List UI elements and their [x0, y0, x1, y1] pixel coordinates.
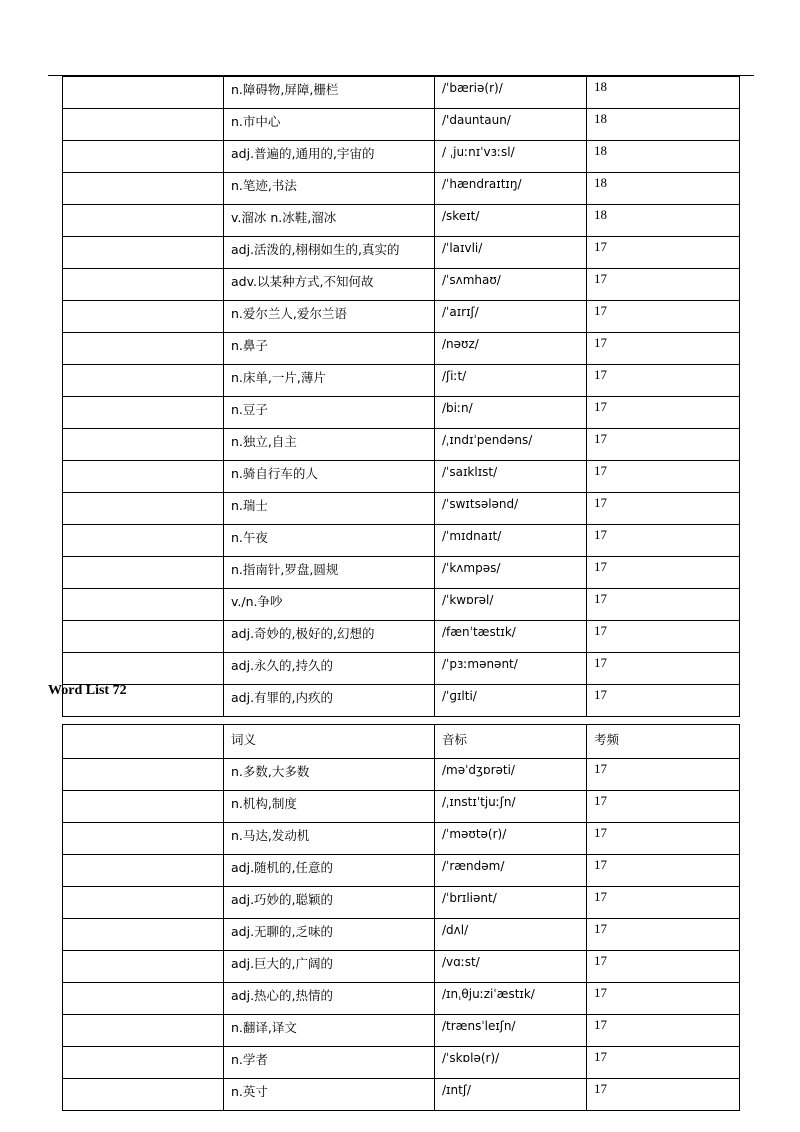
word-cell	[63, 589, 224, 621]
table-row	[63, 461, 740, 493]
word-cell	[63, 855, 224, 887]
meaning-cell: n.午夜	[224, 525, 435, 557]
frequency-cell: 17	[587, 269, 740, 301]
meaning-cell: n.机构,制度	[224, 791, 435, 823]
meaning-cell: v./n.争吵	[224, 589, 435, 621]
table-row	[63, 653, 740, 685]
phonetic-cell: /ˌɪnstɪˈtjuːʃn/	[435, 791, 587, 823]
meaning-cell: v.溜冰 n.冰鞋,溜冰	[224, 205, 435, 237]
meaning-cell: n.骑自行车的人	[224, 461, 435, 493]
meaning-cell: n.英寸	[224, 1079, 435, 1111]
meaning-cell: n.障碍物,屏障,栅栏	[224, 77, 435, 109]
word-cell	[63, 429, 224, 461]
phonetic-cell: /ʃiːt/	[435, 365, 587, 397]
phonetic-cell: /məˈdʒɒrəti/	[435, 759, 587, 791]
table-row	[63, 557, 740, 589]
phonetic-cell: /skeɪt/	[435, 205, 587, 237]
phonetic-cell: /vɑːst/	[435, 951, 587, 983]
table-row	[63, 589, 740, 621]
frequency-cell: 17	[587, 919, 740, 951]
word-cell	[63, 269, 224, 301]
phonetic-cell: /biːn/	[435, 397, 587, 429]
table-row	[63, 1079, 740, 1111]
phonetic-cell: /fænˈtæstɪk/	[435, 621, 587, 653]
word-table-72	[62, 724, 740, 1111]
meaning-cell: n.指南针,罗盘,圆规	[224, 557, 435, 589]
word-cell	[63, 173, 224, 205]
section-title: Word List 72	[48, 683, 127, 698]
word-cell	[63, 333, 224, 365]
meaning-cell: adj.永久的,持久的	[224, 653, 435, 685]
word-table-continued	[62, 76, 740, 717]
frequency-cell: 17	[587, 365, 740, 397]
phonetic-cell: /ˈməʊtə(r)/	[435, 823, 587, 855]
meaning-cell: n.市中心	[224, 109, 435, 141]
meaning-cell: n.笔迹,书法	[224, 173, 435, 205]
phonetic-cell: / ˌjuːnɪˈvɜːsl/	[435, 141, 587, 173]
frequency-cell: 17	[587, 237, 740, 269]
table-row	[63, 109, 740, 141]
phonetic-cell: /ˈbæriə(r)/	[435, 77, 587, 109]
phonetic-cell: /ˈlaɪvli/	[435, 237, 587, 269]
word-cell	[63, 887, 224, 919]
phonetic-cell: /ˈaɪrɪʃ/	[435, 301, 587, 333]
meaning-cell: adj.奇妙的,极好的,幻想的	[224, 621, 435, 653]
phonetic-cell: /ˈɡɪlti/	[435, 685, 587, 717]
word-cell	[63, 77, 224, 109]
phonetic-cell: /ˈskɒlə(r)/	[435, 1047, 587, 1079]
table-row	[63, 525, 740, 557]
word-cell	[63, 1015, 224, 1047]
table-row	[63, 621, 740, 653]
frequency-cell: 17	[587, 301, 740, 333]
frequency-cell: 17	[587, 1079, 740, 1111]
frequency-cell: 18	[587, 141, 740, 173]
frequency-cell: 17	[587, 429, 740, 461]
word-cell	[63, 983, 224, 1015]
meaning-cell: adj.随机的,任意的	[224, 855, 435, 887]
word-cell	[63, 525, 224, 557]
phonetic-cell: /trænsˈleɪʃn/	[435, 1015, 587, 1047]
word-cell	[63, 109, 224, 141]
table-row	[63, 685, 740, 717]
frequency-cell: 17	[587, 855, 740, 887]
meaning-cell: n.瑞士	[224, 493, 435, 525]
phonetic-cell: /dʌl/	[435, 919, 587, 951]
meaning-cell: adj.无聊的,乏味的	[224, 919, 435, 951]
word-cell	[63, 365, 224, 397]
frequency-cell: 17	[587, 983, 740, 1015]
frequency-cell: 17	[587, 589, 740, 621]
meaning-cell: n.翻译,译文	[224, 1015, 435, 1047]
table-row	[63, 269, 740, 301]
word-table-body	[63, 759, 740, 1111]
meaning-cell: adj.巧妙的,聪颖的	[224, 887, 435, 919]
meaning-cell: n.学者	[224, 1047, 435, 1079]
meaning-cell: adj.热心的,热情的	[224, 983, 435, 1015]
word-cell	[63, 759, 224, 791]
word-cell	[63, 951, 224, 983]
table-row	[63, 1047, 740, 1079]
header-phonetic: 音标	[435, 725, 587, 759]
phonetic-cell: /ˈhændraɪtɪŋ/	[435, 173, 587, 205]
meaning-cell: adj.活泼的,栩栩如生的,真实的	[224, 237, 435, 269]
word-cell	[63, 397, 224, 429]
frequency-cell: 17	[587, 1015, 740, 1047]
phonetic-cell: /ˈkwɒrəl/	[435, 589, 587, 621]
word-cell	[63, 493, 224, 525]
phonetic-cell: /'dauntaun/	[435, 109, 587, 141]
frequency-cell: 17	[587, 461, 740, 493]
table-header-row	[63, 725, 740, 759]
phonetic-cell: /ˈmɪdnaɪt/	[435, 525, 587, 557]
frequency-cell: 17	[587, 823, 740, 855]
meaning-cell: adj.巨大的,广阔的	[224, 951, 435, 983]
frequency-cell: 18	[587, 77, 740, 109]
phonetic-cell: /ˈbrɪliənt/	[435, 887, 587, 919]
phonetic-cell: /ˈsaɪklɪst/	[435, 461, 587, 493]
word-cell	[63, 205, 224, 237]
table-row	[63, 301, 740, 333]
table-row	[63, 77, 740, 109]
phonetic-cell: /ˈpɜːmənənt/	[435, 653, 587, 685]
phonetic-cell: /nəʊz/	[435, 333, 587, 365]
table-row	[63, 173, 740, 205]
table-row	[63, 141, 740, 173]
frequency-cell: 17	[587, 397, 740, 429]
word-table-body	[63, 77, 740, 717]
meaning-cell: n.床单,一片,薄片	[224, 365, 435, 397]
phonetic-cell: /ˈsʌmhaʊ/	[435, 269, 587, 301]
table-row	[63, 823, 740, 855]
meaning-cell: n.独立,自主	[224, 429, 435, 461]
header-meaning: 词义	[224, 725, 435, 759]
frequency-cell: 18	[587, 173, 740, 205]
word-cell	[63, 1047, 224, 1079]
table-row	[63, 1015, 740, 1047]
table-row	[63, 759, 740, 791]
table-row	[63, 791, 740, 823]
phonetic-cell: /ɪnˌθjuːziˈæstɪk/	[435, 983, 587, 1015]
meaning-cell: adv.以某种方式,不知何故	[224, 269, 435, 301]
frequency-cell: 17	[587, 493, 740, 525]
table-row	[63, 333, 740, 365]
word-cell	[63, 461, 224, 493]
table-row	[63, 429, 740, 461]
word-cell	[63, 301, 224, 333]
frequency-cell: 17	[587, 1047, 740, 1079]
table-row	[63, 855, 740, 887]
table-row	[63, 951, 740, 983]
frequency-cell: 17	[587, 525, 740, 557]
meaning-cell: n.马达,发动机	[224, 823, 435, 855]
frequency-cell: 17	[587, 759, 740, 791]
frequency-cell: 17	[587, 951, 740, 983]
word-cell	[63, 621, 224, 653]
frequency-cell: 17	[587, 791, 740, 823]
word-cell	[63, 823, 224, 855]
word-cell	[63, 919, 224, 951]
phonetic-cell: /ˈrændəm/	[435, 855, 587, 887]
frequency-cell: 17	[587, 333, 740, 365]
meaning-cell: n.爱尔兰人,爱尔兰语	[224, 301, 435, 333]
table-row	[63, 493, 740, 525]
table-row	[63, 365, 740, 397]
word-cell	[63, 557, 224, 589]
table-row	[63, 887, 740, 919]
word-cell	[63, 791, 224, 823]
word-cell	[63, 237, 224, 269]
phonetic-cell: /ˈswɪtsələnd/	[435, 493, 587, 525]
frequency-cell: 17	[587, 557, 740, 589]
meaning-cell: n.鼻子	[224, 333, 435, 365]
frequency-cell: 18	[587, 109, 740, 141]
table-row	[63, 205, 740, 237]
frequency-cell: 17	[587, 887, 740, 919]
word-cell	[63, 141, 224, 173]
frequency-cell: 18	[587, 205, 740, 237]
table-row	[63, 397, 740, 429]
meaning-cell: adj.普遍的,通用的,宇宙的	[224, 141, 435, 173]
phonetic-cell: /ɪntʃ/	[435, 1079, 587, 1111]
header-word	[63, 725, 224, 759]
frequency-cell: 17	[587, 685, 740, 717]
meaning-cell: n.多数,大多数	[224, 759, 435, 791]
header-frequency: 考频	[587, 725, 740, 759]
word-cell	[63, 1079, 224, 1111]
meaning-cell: n.豆子	[224, 397, 435, 429]
table-row	[63, 919, 740, 951]
frequency-cell: 17	[587, 653, 740, 685]
phonetic-cell: /ˌɪndɪˈpendəns/	[435, 429, 587, 461]
table-row	[63, 237, 740, 269]
table-row	[63, 983, 740, 1015]
phonetic-cell: /ˈkʌmpəs/	[435, 557, 587, 589]
meaning-cell: adj.有罪的,内疚的	[224, 685, 435, 717]
frequency-cell: 17	[587, 621, 740, 653]
word-cell	[63, 653, 224, 685]
